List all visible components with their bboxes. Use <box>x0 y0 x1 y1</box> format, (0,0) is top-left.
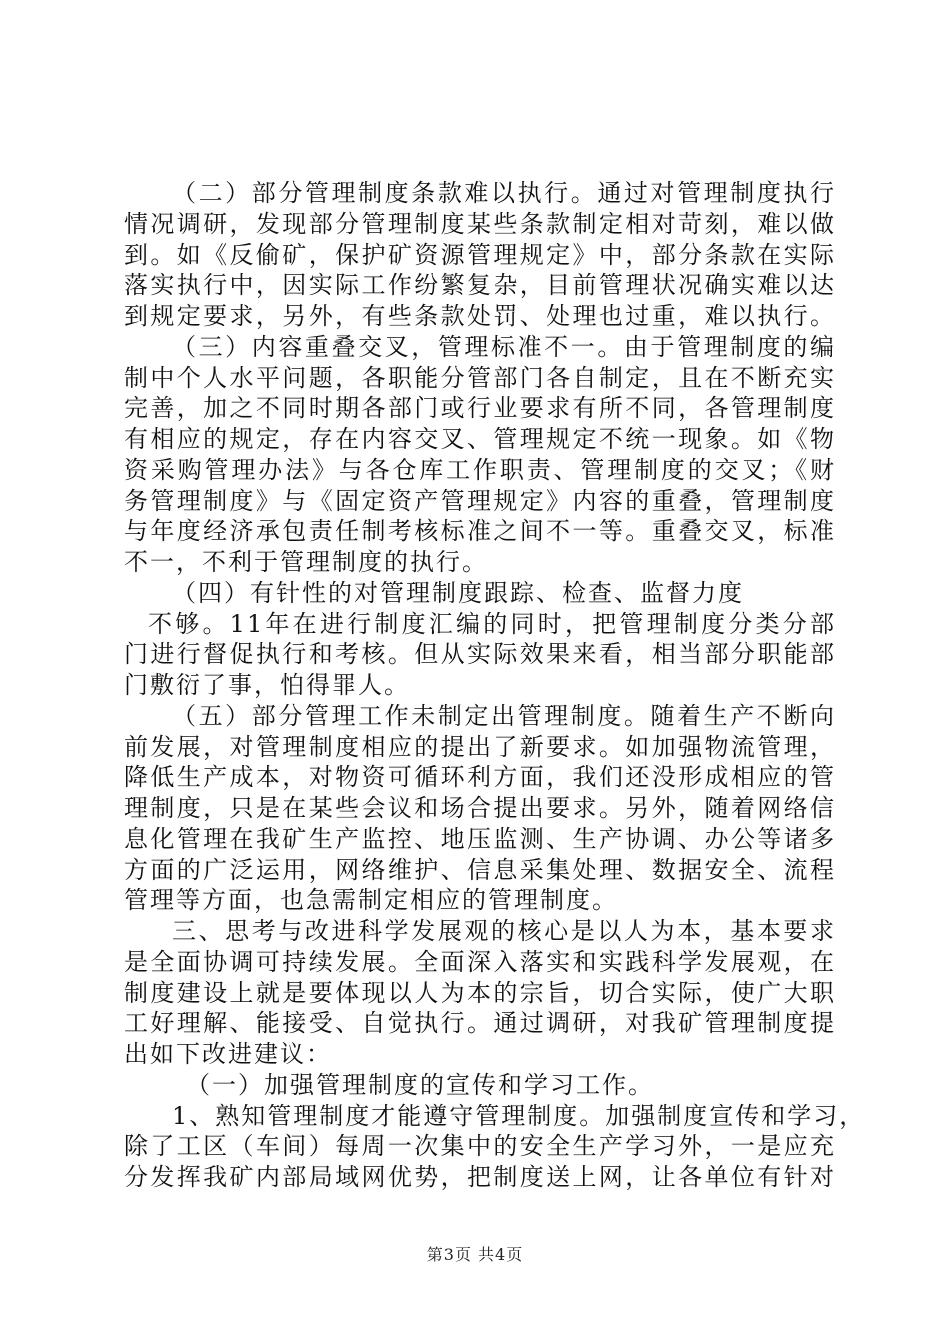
text-line: （四）有针性的对管理制度跟踪、检查、监督力度 <box>172 579 744 607</box>
text-line: 情况调研，发现部分管理制度某些条款制定相对苛刻，难以做 <box>124 210 836 238</box>
text-line: 资采购管理办法》与各仓库工作职责、管理制度的交叉；《财 <box>124 456 836 484</box>
text-line: 管理等方面，也急需制定相应的管理制度。 <box>124 886 618 914</box>
text-line: 理制度，只是在某些会议和场合提出要求。另外，随着网络信 <box>124 794 836 822</box>
text-line: 门敷衍了事，怕得罪人。 <box>124 671 410 699</box>
text-line: （三）内容重叠交叉，管理标准不一。由于管理制度的编 <box>172 333 836 361</box>
text-line: 不一，不利于管理制度的执行。 <box>124 548 488 576</box>
text-line: （一）加强管理制度的宣传和学习工作。 <box>186 1071 654 1099</box>
text-line: 到。如《反偷矿，保护矿资源管理规定》中，部分条款在实际 <box>124 241 836 269</box>
text-line: 方面的广泛运用，网络维护、信息采集处理、数据安全、流程 <box>124 856 836 884</box>
text-line: 1、熟知管理制度才能遵守管理制度。加强制度宣传和学习， <box>172 1102 866 1130</box>
text-line: （五）部分管理工作未制定出管理制度。随着生产不断向 <box>172 702 836 730</box>
text-line: 出如下改进建议： <box>124 1040 332 1068</box>
text-line: 分发挥我矿内部局域网优势，把制度送上网，让各单位有针对 <box>124 1163 836 1191</box>
text-line: 与年度经济承包责任制考核标准之间不一等。重叠交叉，标准 <box>124 517 836 545</box>
text-line: 三、思考与改进科学发展观的核心是以人为本，基本要求 <box>172 917 836 945</box>
text-line: 前发展，对管理制度相应的提出了新要求。如加强物流管理， <box>124 733 836 761</box>
text-line: 制度建设上就是要体现以人为本的宗旨，切合实际，使广大职 <box>124 979 836 1007</box>
text-line: 完善，加之不同时期各部门或行业要求有所不同，各管理制度 <box>124 394 836 422</box>
text-line: 息化管理在我矿生产监控、地压监测、生产协调、办公等诸多 <box>124 825 836 853</box>
page-number-footer: 第3页 共4页 <box>426 1245 524 1264</box>
text-line: 是全面协调可持续发展。全面深入落实和实践科学发展观，在 <box>124 948 836 976</box>
text-line: 除了工区（车间）每周一次集中的安全生产学习外，一是应充 <box>124 1132 836 1160</box>
text-line: 不够。11年在进行制度汇编的同时，把管理制度分类分部 <box>148 610 836 638</box>
text-line: 落实执行中，因实际工作纷繁复杂，目前管理状况确实难以达 <box>124 271 836 299</box>
text-line: 务管理制度》与《固定资产管理规定》内容的重叠，管理制度 <box>124 487 836 515</box>
text-line: 工好理解、能接受、自觉执行。通过调研，对我矿管理制度提 <box>124 1009 836 1037</box>
text-line: 到规定要求，另外，有些条款处罚、处理也过重，难以执行。 <box>124 302 836 330</box>
text-line: 门进行督促执行和考核。但从实际效果来看，相当部分职能部 <box>124 640 836 668</box>
text-line: （二）部分管理制度条款难以执行。通过对管理制度执行 <box>172 179 836 207</box>
text-line: 降低生产成本，对物资可循环利方面，我们还没形成相应的管 <box>124 763 836 791</box>
text-line: 有相应的规定，存在内容交叉、管理规定不统一现象。如《物 <box>124 425 836 453</box>
text-line: 制中个人水平问题，各职能分管部门各自制定，且在不断充实 <box>124 364 836 392</box>
